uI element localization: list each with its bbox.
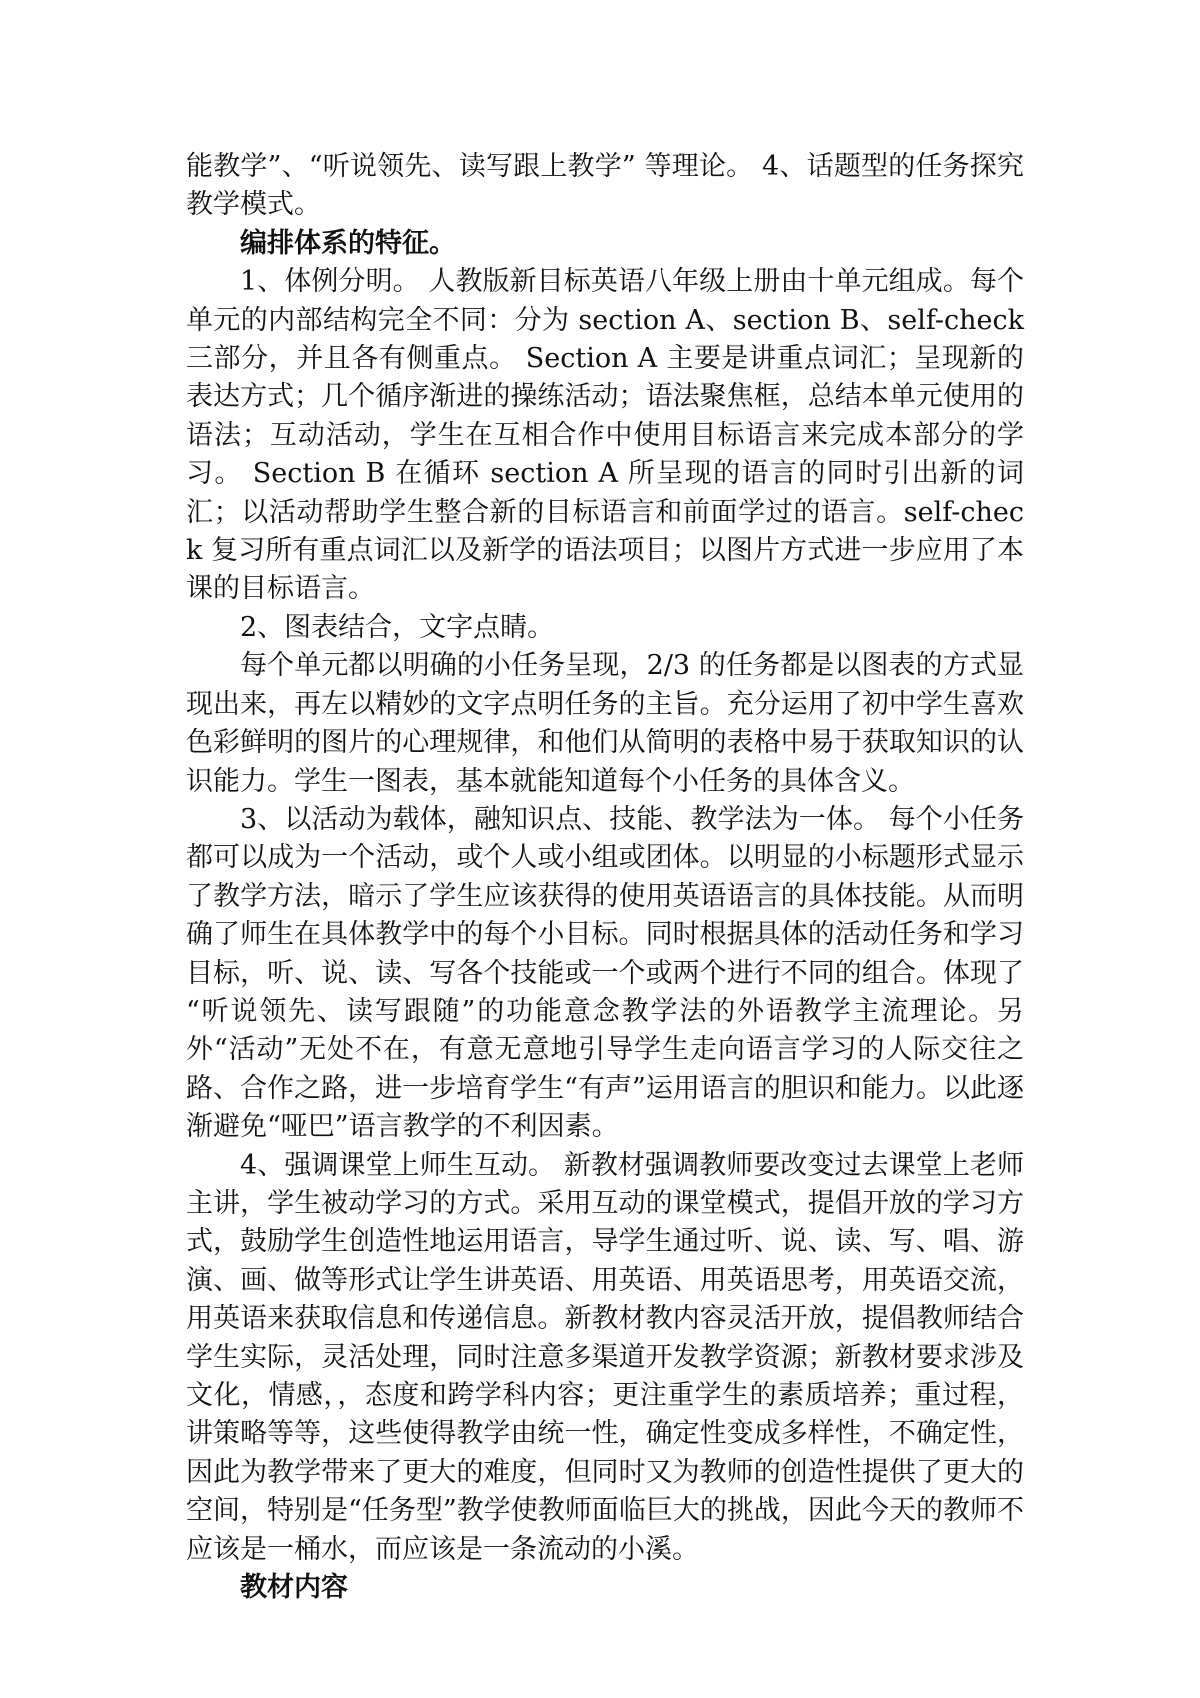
section-heading-textbook-content: 教材内容 xyxy=(240,1572,348,1604)
paragraph-charts-and-text-title: 2、图表结合，文字点睛。 xyxy=(240,611,555,643)
section-heading-arrangement-features: 编排体系的特征。 xyxy=(240,227,456,259)
paragraph-clear-structure: 1、体例分明。 人教版新目标英语八年级上册由十单元组成。每个单元的内部结构完全不同：分为 section A、section B、self-check 三部分，并且各有侧重点。 Section A 主要是讲重点词汇；呈现新的表达方式；几个循序渐进的操练活动；语法聚焦框，总结本单元使用的语法；互动活动，学生在互相合作中使用目标语言来完成本部分的学习。 Section B 在循环 section A 所呈现的语言的同时引出新的词汇；以活动帮助学生整合新的目标语言和前面学过的语言。self-check 复习所有重点词汇以及新学的语法项目；以图片方式进一步应用了本课的目标语言。 xyxy=(186,266,1024,605)
paragraph-classroom-interaction: 4、强调课堂上师生互动。 新教材强调教师要改变过去课堂上老师主讲，学生被动学习的方式。采用互动的课堂模式，提倡开放的学习方式，鼓励学生创造性地运用语言，导学生通过听、说、读、写、唱、游演、画、做等形式让学生讲英语、用英语、用英语思考，用英语交流，用英语来获取信息和传递信息。新教材教内容灵活开放，提倡教师结合学生实际，灵活处理，同时注意多渠道开发教学资源；新教材要求涉及文化，情感，，态度和跨学科内容；更注重学生的素质培养；重过程，讲策略等等，这些使得教学由统一性，确定性变成多样性，不确定性，因此为教学带来了更大的难度，但同时又为教师的创造性提供了更大的空间，特别是“任务型”教学使教师面临巨大的挑战，因此今天的教师不应该是一桶水，而应该是一条流动的小溪。 xyxy=(186,1149,1024,1565)
paragraph-continuation: 能教学”、“听说领先、读写跟上教学” 等理论。 4、话题型的任务探究教学模式。 xyxy=(186,151,1024,221)
paragraph-activity-carrier: 3、以活动为载体，融知识点、技能、教学法为一体。 每个小任务都可以成为一个活动，或个人或小组或团体。以明显的小标题形式显示了教学方法，暗示了学生应该获得的使用英语语言的具体技能。从而明确了师生在具体教学中的每个小目标。同时根据具体的活动任务和学习目标，听、说、读、写各个技能或一个或两个进行不同的组合。体现了 “听说领先、读写跟随”的功能意念教学法的外语教学主流理论。另外“活动”无处不在，有意无意地引导学生走向语言学习的人际交往之路、合作之路，进一步培育学生“有声”运用语言的胆识和能力。以此逐渐避免“哑巴”语言教学的不利因素。 xyxy=(186,803,1024,1143)
document-body xyxy=(186,148,1024,1607)
paragraph-charts-and-text: 每个单元都以明确的小任务呈现，2/3 的任务都是以图表的方式显现出来，再左以精妙的文字点明任务的主旨。充分运用了初中学生喜欢色彩鲜明的图片的心理规律，和他们从简明的表格中易于获取知识的认识能力。学生一图表，基本就能知道每个小任务的具体含义。 xyxy=(186,650,1024,797)
